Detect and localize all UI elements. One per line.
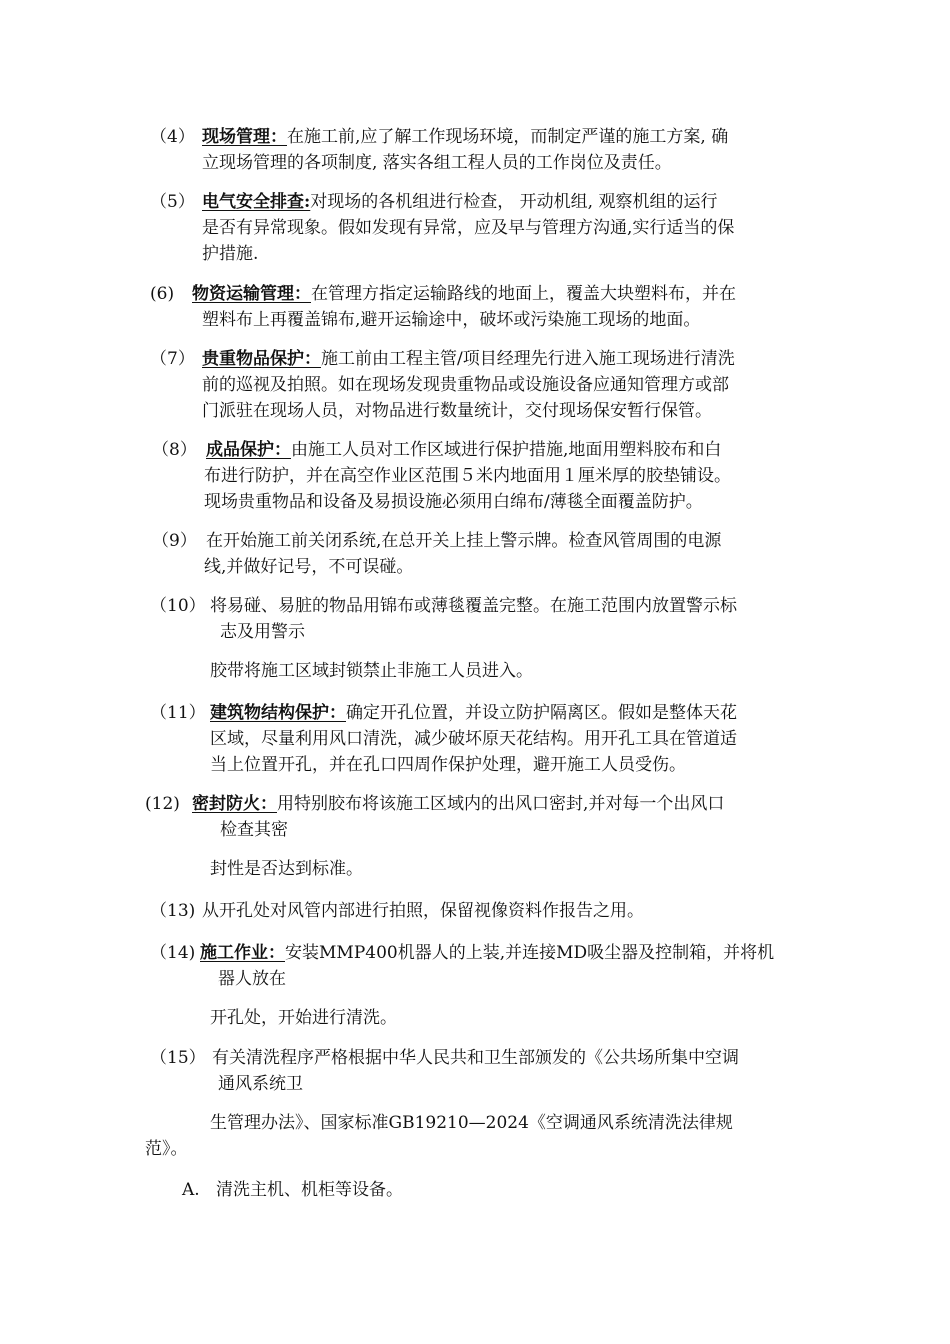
item-number: （4） <box>150 127 195 147</box>
item-text: 布进行防护，并在高空作业区范围５米内地面用１厘米厚的胶垫铺设。 <box>204 466 731 486</box>
item-text: 检查其密 <box>220 820 288 840</box>
item-text: 在开始施工前关闭系统,在总开关上挂上警示牌。检查风管周围的电源 <box>206 531 722 551</box>
item-text: 区域，尽量利用风口清洗，减少破坏原天花结构。用开孔工具在管道适 <box>210 729 737 749</box>
item-number: （9） <box>152 531 197 551</box>
item-text: 器人放在 <box>218 969 286 989</box>
item-heading: 现场管理： <box>202 127 287 147</box>
item-text: 施工前由工程主管/项目经理先行进入施工现场进行清洗 <box>321 349 735 369</box>
item-text: 将易碰、易脏的物品用锦布或薄毯覆盖完整。在施工范围内放置警示标 <box>210 596 737 616</box>
item-number: （11） <box>150 703 206 723</box>
item-number: （15） <box>150 1048 206 1068</box>
item-text: 在管理方指定运输路线的地面上，覆盖大块塑料布，并在 <box>311 284 736 304</box>
item-number: (12) <box>145 794 180 814</box>
item-text: 有关清洗程序严格根据中华人民共和卫生部颁发的《公共场所集中空调 <box>212 1048 739 1068</box>
item-text: 从开孔处对风管内部进行拍照，保留视像资料作报告之用。 <box>202 901 644 921</box>
item-text: 护措施. <box>202 244 259 264</box>
item-text: 是否有异常现象。假如发现有异常，应及早与管理方沟通,实行适当的保 <box>202 218 735 238</box>
item-text: 线,并做好记号，不可误碰。 <box>204 557 414 577</box>
item-text: 当上位置开孔，并在孔口四周作保护处理，避开施工人员受伤。 <box>210 755 686 775</box>
item-text: 确定开孔位置，并设立防护隔离区。假如是整体天花 <box>346 703 737 723</box>
item-text: 前的巡视及拍照。如在现场发现贵重物品或设施设备应通知管理方或部 <box>202 375 729 395</box>
item-number: （8） <box>152 440 197 460</box>
item-heading: 密封防火： <box>192 794 277 814</box>
item-text: 用特别胶布将该施工区域内的出风口密封,并对每一个出风口 <box>277 794 725 814</box>
item-text: 由施工人员对工作区域进行保护措施,地面用塑料胶布和白 <box>291 440 722 460</box>
item-text: 封性是否达到标准。 <box>210 859 363 879</box>
item-text: 在施工前,应了解工作现场环境，而制定严谨的施工方案, 确 <box>287 127 729 147</box>
item-heading: 贵重物品保护： <box>202 349 321 369</box>
item-heading: 物资运输管理： <box>192 284 311 304</box>
item-heading: 成品保护： <box>206 440 291 460</box>
item-text: 立现场管理的各项制度, 落实各组工程人员的工作岗位及责任。 <box>202 153 672 173</box>
item-text: 门派驻在现场人员，对物品进行数量统计，交付现场保安暂行保管。 <box>202 401 712 421</box>
sub-item-text: 清洗主机、机柜等设备。 <box>216 1180 403 1200</box>
item-number: （7） <box>150 349 195 369</box>
sub-item-label: A. <box>182 1180 200 1200</box>
item-heading: 施工作业： <box>200 943 285 963</box>
item-heading: 建筑物结构保护： <box>210 703 346 723</box>
item-heading: 电气安全排查: <box>202 192 311 212</box>
item-text: 胶带将施工区域封锁禁止非施工人员进入。 <box>210 661 533 681</box>
item-text: 现场贵重物品和设备及易损设施必须用白绵布/薄毯全面覆盖防护。 <box>204 492 703 512</box>
item-number: （14) <box>150 943 196 963</box>
item-text: 开孔处，开始进行清洗。 <box>210 1008 397 1028</box>
item-text: 通风系统卫 <box>218 1074 303 1094</box>
item-text: 范》。 <box>145 1139 188 1159</box>
item-number: （13) <box>150 901 196 921</box>
item-text: 生管理办法》、国家标准GB19210—2024《空调通风系统清洗法律规 <box>210 1113 733 1133</box>
item-text: 安装MMP400机器人的上装,并连接MD吸尘器及控制箱，并将机 <box>285 943 775 963</box>
item-number: (6) <box>150 284 175 304</box>
item-text: 塑料布上再覆盖锦布,避开运输途中，破坏或污染施工现场的地面。 <box>202 310 701 330</box>
item-number: （5） <box>150 192 195 212</box>
item-text: 对现场的各机组进行检查， 开动机组, 观察机组的运行 <box>310 192 718 212</box>
item-number: （10） <box>150 596 206 616</box>
item-text: 志及用警示 <box>220 622 305 642</box>
